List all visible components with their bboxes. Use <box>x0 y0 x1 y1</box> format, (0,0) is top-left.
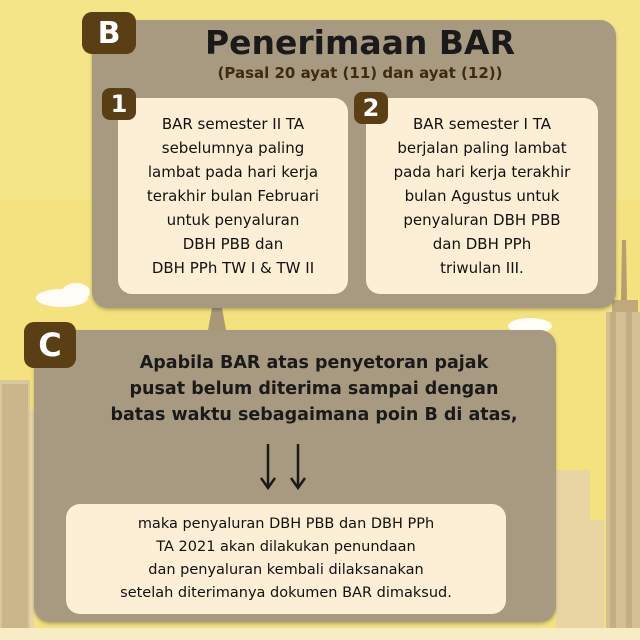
info-card-1-text: BAR semester II TA sebelumnya paling lambat pada hari kerja terakhir bulan Februari untuk penyaluran DBH PBB dan DBH PPh TW I & TW II <box>146 115 320 277</box>
info-card-1 <box>118 98 348 294</box>
info-card-2 <box>366 98 598 294</box>
result-card-text: maka penyaluran DBH PBB dan DBH PPh TA 2021 akan dilakukan penundaan dan penyaluran kembali dilaksanakan setelah diterimanya dokumen BAR dimaksud. <box>120 516 452 601</box>
section-c-badge: C <box>24 322 76 368</box>
page-subtitle: (Pasal 20 ayat (11) dan ayat (12)) <box>217 64 503 82</box>
section-c-headline: Apabila BAR atas penyetoran pajak pusat belum diterima sampai dengan batas waktu sebagaimana poin B di atas, <box>110 353 518 425</box>
info-card-2-number-badge: 2 <box>354 92 388 124</box>
info-card-1-number-badge: 1 <box>102 88 136 120</box>
arrow-down-icon <box>258 442 278 492</box>
section-b-badge: B <box>82 12 136 54</box>
info-card-2-text: BAR semester I TA berjalan paling lambat pada hari kerja terakhir bulan Agustus untuk penyaluran DBH PBB dan DBH PPh triwulan III. <box>393 115 571 277</box>
page-title: Penerimaan BAR <box>204 23 516 62</box>
arrow-down-icon <box>288 442 308 492</box>
result-card <box>66 504 506 614</box>
